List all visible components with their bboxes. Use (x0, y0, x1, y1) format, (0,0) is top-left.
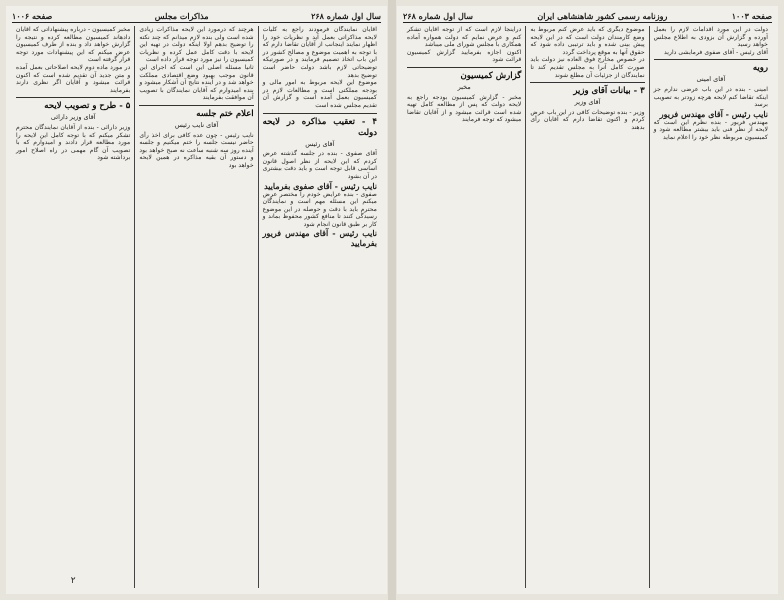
right-header-right: صفحه ۱۰۰۳ (731, 10, 772, 21)
speaker-line: نایب رئیس - آقای مهندس فریور (659, 108, 768, 119)
paragraph: دراینجا لازم است که از توجه آقایان تشکر کنم و عرض نمایم که دولت همواره آماده همکاری با مجلس شورای ملی میباشد (407, 26, 522, 49)
left-page-columns (12, 26, 381, 588)
divider (139, 105, 253, 106)
page-gutter (388, 0, 396, 600)
section-subhead: آقای نایب رئیس (174, 120, 219, 129)
left-header-center: مذاکرات مجلس (154, 10, 209, 21)
right-page-columns (403, 26, 772, 588)
paragraph: در خصوص مخارج فوق العاده نیز دولت باید صورت کامل آنرا به مجلس تقدیم کند تا نمایندگان از جزئیات آن مطلع شوند (530, 56, 645, 79)
section-subhead: آقای وزیر دارائی (50, 113, 96, 122)
right-header-center: روزنامه رسمی کشور شاهنشاهی ایران (537, 10, 668, 21)
paragraph: وزیر دارائی - بنده از آقایان نمایندگان محترم تشکر میکنم که با توجه کامل این لایحه را مورد مطالعه قرار دادند و امیدوارم که با تصویب آن گام مهمی در راه اصلاح امور برداشته شود (16, 123, 131, 162)
section-subhead: مخبر (457, 82, 471, 91)
paragraph: هرچند که درمورد این لایحه مذاکرات زیادی شده است ولی بنده لازم میدانم که چند نکته را توضیح بدهم اولا اینکه دولت در تهیه این لایحه با دقت کامل عمل کرده و نظریات کمیسیون را نیز مورد توجه قرار داده است (139, 26, 254, 64)
paragraph: آقایان نمایندگان فرمودند راجع به کلیات لایحه مذاکراتی بعمل آید و نظریات خود را اظهار نمایند اینجانب از آقایان تقاضا دارم که با توجه به اهمیت موضوع و مصالح کشور در این باب اتخاذ تصمیم فرمایند و در صورتیکه توضیحاتی لازم باشد دولت حاضر است توضیح بدهد (262, 26, 377, 79)
left-header-right: سال اول شماره ۲۶۸ (311, 10, 381, 21)
speaker-line: نایب رئیس - آقای صفوی بفرمایید (264, 180, 377, 191)
section-heading: ۳ - بیانات آقای وزیر (573, 86, 645, 97)
section-subhead: آقای وزیر (574, 98, 601, 107)
right-page-header (403, 9, 772, 23)
left-column-3 (12, 26, 135, 588)
section-subhead: آقای رئیس (305, 139, 335, 148)
paragraph: وزیر - بنده توضیحات کافی در این باب عرض کردم و اکنون تقاضا دارم که آقایان رأی بدهند (530, 108, 645, 131)
paragraph: دولت در این مورد اقدامات لازم را بعمل آورده و گزارش آن بزودی به اطلاع مجلس خواهد رسید (653, 26, 768, 49)
section-heading: رویه (752, 63, 768, 74)
left-page (6, 6, 387, 594)
section-heading: ۵ - طرح و تصویب لایحه (44, 101, 131, 112)
left-column-1 (259, 26, 381, 588)
paragraph: امینی - بنده در این باب عرضی ندارم جز اینکه تقاضا کنم لایحه هرچه زودتر به تصویب برسد (653, 85, 768, 109)
divider (16, 97, 130, 98)
paragraph: اکنون اجازه بفرمایید گزارش کمیسیون قرائت شود (407, 48, 522, 64)
section-heading: گزارش کمیسیون (460, 70, 522, 81)
paragraph: مخبر - گزارش کمیسیون بودجه راجع به لایحه دولت که پس از مطالعه کامل تهیه شده است قرائت میشود و از آقایان تقاضا میشود که توجه فرمایند (407, 93, 522, 124)
right-page (397, 6, 778, 594)
divider (263, 113, 377, 114)
page-mark: ۲ (70, 576, 76, 586)
divider (530, 82, 644, 83)
speaker-line: نایب رئیس - آقای مهندس فریور بفرمایید (262, 228, 377, 249)
section-heading: اعلام ختم جلسه (196, 108, 254, 119)
paragraph: در مورد ماده دوم لایحه اصلاحاتی بعمل آمده و متن جدید آن تقدیم شده است که اکنون قرائت میشود و آقایان اگر نظری دارند بفرمایند (16, 63, 131, 94)
left-page-header (12, 9, 381, 23)
divider (407, 67, 521, 68)
right-column-1 (650, 26, 772, 588)
section-subhead: آقای امینی (696, 75, 726, 84)
paragraph: موضوع این لایحه مربوط به امور مالی و بودجه مملکتی است و مطالعات لازم در کمیسیون بعمل آمده است و گزارش آن تقدیم مجلس شده است (262, 79, 377, 109)
paragraph: آقای صفوی - بنده در جلسه گذشته عرض کردم که این لایحه از نظر اصول قانون اساسی قابل توجه است و باید دقت بیشتری در آن بشود (262, 150, 377, 180)
paragraph: آقای رئیس - آقای صفوی فرمایشی دارید (664, 48, 768, 56)
section-heading: ۴ - تعقیب مذاکره در لایحه دولت (262, 116, 377, 138)
right-column-2 (526, 26, 649, 588)
paragraph: مهندس فریور - بنده نظرم این است که لایحه از نظر فنی باید بیشتر مطالعه شود و کمیسیون مربوطه نظر خود را اعلام نماید (653, 118, 768, 141)
right-column-3 (403, 26, 526, 588)
left-column-2 (135, 26, 258, 588)
paragraph: نایب رئیس - چون عده کافی برای اخذ رأی حاضر نیست جلسه را ختم میکنیم و جلسه آینده روز سه شنبه ساعت نه صبح خواهد بود و دستور آن بقیه مذاکره در همین لایحه خواهد بود (139, 131, 254, 169)
divider (654, 59, 768, 60)
paragraph: صفوی - بنده عرایض خودم را مختصر عرض میکنم این مسئله مهم است و نمایندگان محترم باید با دقت و حوصله در این موضوع رسیدگی کنند تا منافع کشور محفوظ بماند و کار بر طبق قانون انجام شود (262, 190, 377, 228)
paragraph: ثانیا مسئله اصلی این است که اجرای این قانون موجب بهبود وضع اقتصادی مملکت خواهد شد و در آینده نتایج آن آشکار میشود و بنده امیدوارم که آقایان نمایندگان با تصویب آن موافقت بفرمایند (139, 63, 254, 102)
right-header-left: سال اول شماره ۲۶۸ (403, 10, 473, 21)
paragraph: موضوع دیگری که باید عرض کنم مربوط به وضع کارمندان دولت است که در این لایحه پیش بینی شده و باید ترتیبی داده شود که حقوق آنها به موقع پرداخت گردد (530, 26, 645, 56)
left-header-left: صفحه ۱۰۰۶ (12, 10, 53, 21)
paragraph: مخبر کمیسیون - درباره پیشنهاداتی که آقایان دادهاند کمیسیون مطالعه کرده و نتیجه را گزارش خواهد داد و بنده از طرف کمیسیون عرض میکنم که این پیشنهادات مورد توجه قرار گرفته است (16, 26, 131, 64)
